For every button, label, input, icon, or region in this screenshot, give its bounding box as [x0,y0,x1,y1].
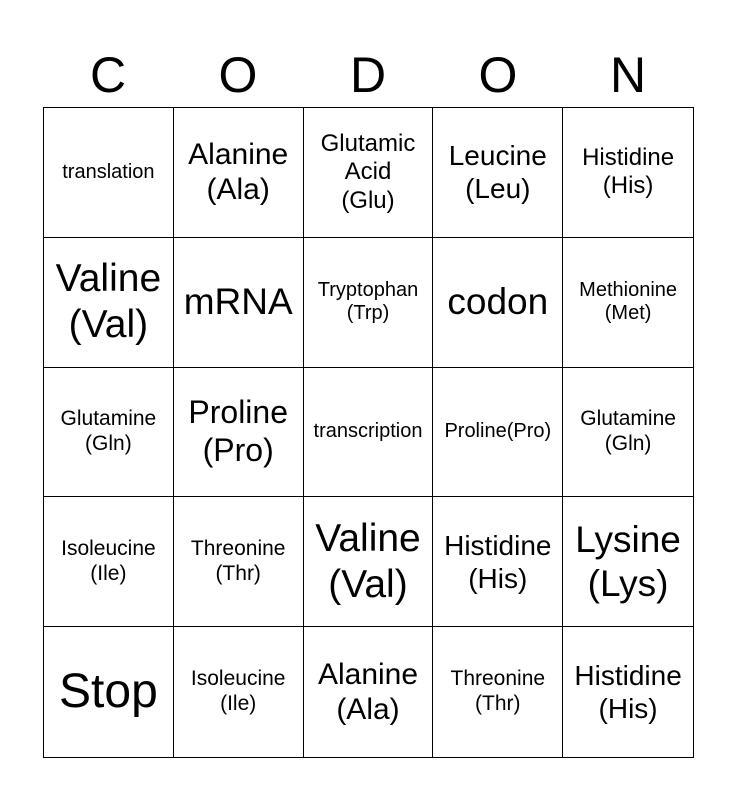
cell-label: Histidine (His) [574,660,682,725]
bingo-cell[interactable] [304,108,434,238]
cell-label: Alanine (Ala) [317,657,419,727]
cell-label: Lysine (Lys) [575,519,681,604]
bingo-cell[interactable] [433,368,563,498]
cell-label: mRNA [183,281,293,323]
bingo-cell[interactable] [174,238,304,368]
cell-label: Histidine (His) [444,529,552,594]
bingo-cell[interactable] [563,368,693,498]
bingo-cell[interactable] [433,627,563,757]
header-letter-n: N [609,47,647,103]
cell-label: Glutamic Acid (Glu) [320,129,416,214]
bingo-cell[interactable] [304,627,434,757]
cell-label: Stop [59,664,158,718]
bingo-header [43,42,693,108]
header-letter-d: D [349,47,387,103]
cell-label: translation [62,160,155,183]
bingo-cell[interactable] [174,497,304,627]
cell-label: Isoleucine (Ile) [61,537,156,585]
cell-label: Proline (Pro) [188,394,288,468]
bingo-cell[interactable] [44,108,174,238]
cell-label: Tryptophan (Trp) [317,278,419,325]
bingo-cell[interactable] [304,497,434,627]
bingo-cell[interactable] [44,368,174,498]
cell-label: transcription [313,420,423,443]
bingo-cell[interactable] [304,238,434,368]
bingo-cell[interactable] [563,497,693,627]
bingo-cell[interactable] [563,627,693,757]
cell-label: Threonine (Thr) [450,667,546,716]
bingo-cell[interactable] [44,238,174,368]
bingo-cell[interactable] [44,497,174,627]
header-letter-o: O [218,47,258,103]
bingo-board [43,107,694,758]
cell-label: Isoleucine (Ile) [190,667,286,716]
bingo-cell[interactable] [174,108,304,238]
cell-label: Proline(Pro) [444,420,552,443]
cell-label: Threonine (Thr) [190,537,286,585]
cell-label: Valine (Val) [55,257,162,347]
cell-label: Alanine (Ala) [188,138,289,207]
cell-label: Valine (Val) [315,516,421,606]
cell-label: Glutamine (Gln) [580,407,676,455]
bingo-cell[interactable] [433,108,563,238]
header-letter-c: C [89,47,127,103]
bingo-cell[interactable] [563,238,693,368]
bingo-cell[interactable] [304,368,434,498]
bingo-cell[interactable] [174,627,304,757]
bingo-cell[interactable] [433,497,563,627]
bingo-cell[interactable] [174,368,304,498]
cell-label: Histidine (His) [582,144,675,200]
cell-label: Leucine (Leu) [448,140,547,205]
cell-label: Glutamine (Gln) [60,407,157,455]
cell-label: codon [447,281,549,323]
cell-label: Methionine (Met) [579,278,678,325]
bingo-cell[interactable] [44,627,174,757]
header-letter-o: O [478,47,518,103]
bingo-cell[interactable] [563,108,693,238]
bingo-cell[interactable] [433,238,563,368]
